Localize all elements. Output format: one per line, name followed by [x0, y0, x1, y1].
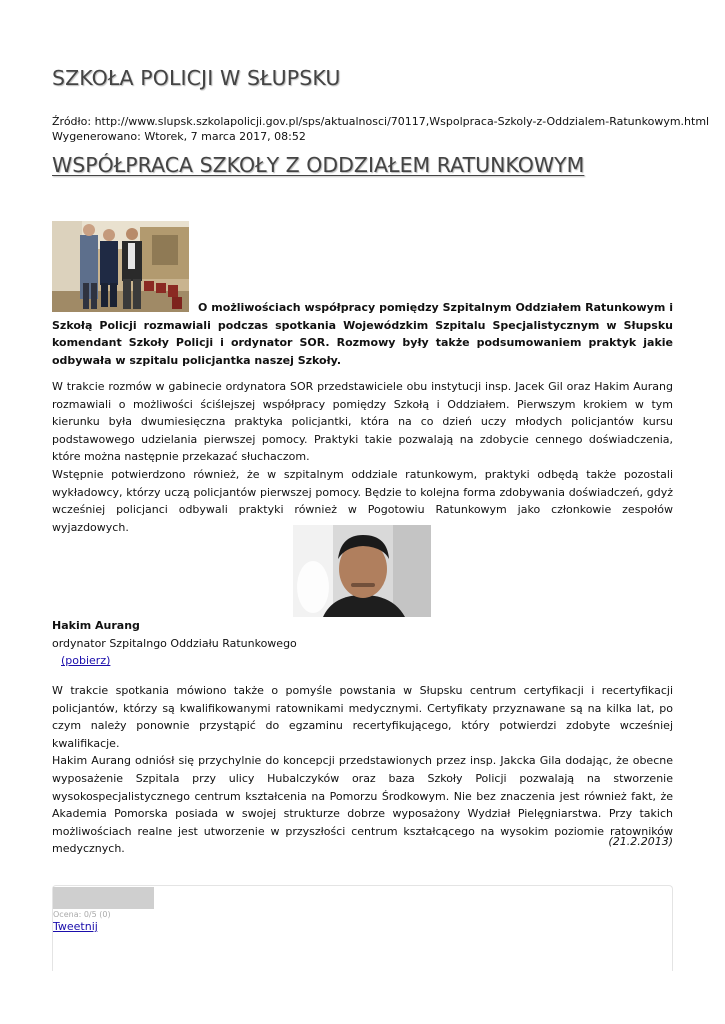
article-title: WSPÓŁPRACA SZKOŁY Z ODDZIAŁEM RATUNKOWYM [52, 153, 585, 177]
portrait-photo [293, 525, 431, 617]
rating-stars[interactable] [53, 887, 154, 909]
article-date: (21.2.2013) [608, 835, 673, 848]
article-body-part2 [52, 682, 673, 858]
download-link[interactable]: (pobierz) [61, 654, 111, 667]
site-title: SZKOŁA POLICJI W SŁUPSKU [52, 66, 341, 90]
paragraph: W trakcie rozmów w gabinecie ordynatora SOR przedstawiciele obu instytucji insp. Jacek Gil oraz Hakim Aurang rozmawiali o możliwości ściślejszej współpracy pomiędzy Szkołą i Oddziałem. Pierwszym krokiem w tym kierunku była dwumiesięczna praktyka policjantki, która na co dzień uczy młodych policjantów kursu podstawowego udzielania pierwszej pomocy. Praktyki takie pozwalają na zdobycie cennego doświadczenia, które można następnie przekazać słuchaczom. [52, 380, 673, 464]
paragraph: Wstępnie potwierdzono również, że w szpitalnym oddziale ratunkowym, praktyki odbędą także pozostali wykładowcy, którzy uczą policjantów pierwszej pomocy. Będzie to kolejna forma zdobywania doświadczeń, gdyż wcześniej policjanci odbywali praktyki również w Pogotowiu Ratunkowym jako członkowie zespołów wyjazdowych. [52, 467, 673, 534]
paragraph: W trakcie spotkania mówiono także o pomyśle powstania w Słupsku centrum certyfikacji i recertyfikacji policjantów, którzy są kwalifikowanymi ratownikami medycznymi. Certyfikaty przyznawane są na kilka lat, po czym należy ponownie przystąpić do egzaminu recertyfikującego, który potwierdzi zdobyte wcześniej kwalifikacje. [52, 684, 673, 750]
paragraph: Hakim Aurang odniósł się przychylnie do koncepcji przedstawionych przez insp. Jakcka Gila dodając, że obecne wyposażenie Szpitala przy ulicy Hubalczyków oraz baza Szkoły Policji pozwalają na stworzenie wysokospecjalistycznego centrum kształcenia na Pomorzu Środkowym. Nie bez znaczenia jest również fakt, że Akademia Pomorska posiada w swojej strukturze dobrze wyposażony Wydział Pielęgniarstwa. Przy takich możliwościach realne jest utworzenie w przyszłości centrum kształcącego na wysokim poziomie ratowników medycznych. [52, 754, 673, 856]
tweet-link[interactable]: Tweetnij [53, 920, 98, 933]
generated-line: Wygenerowano: Wtorek, 7 marca 2017, 08:52 [52, 130, 306, 143]
rating-box [52, 885, 673, 971]
rating-text: Ocena: 0/5 (0) [53, 910, 111, 919]
caption-role: ordynator Szpitalngo Oddziału Ratunkowego [52, 637, 297, 650]
article-body-part1 [52, 378, 673, 536]
article-lead: O możliwościach współpracy pomiędzy Szpitalnym Oddziałem Ratunkowym i Szkołą Policji rozmawiali podczas spotkania Wojewódzkim Szpitalu Specjalistycznym w Słupsku komendant Szkoły Policji i ordynator SOR. Rozmowy były także podsumowaniem praktyk jakie odbywała w szpitalu policjantka naszej Szkoły. [52, 301, 673, 367]
source-line: Źródło: http://www.slupsk.szkolapolicji.gov.pl/sps/aktualnosci/70117,Wspolpraca-Szkoly-z-Oddzialem-Ratunkowym.html [52, 115, 710, 128]
source-meta [52, 114, 709, 144]
caption-name: Hakim Aurang [52, 619, 140, 632]
